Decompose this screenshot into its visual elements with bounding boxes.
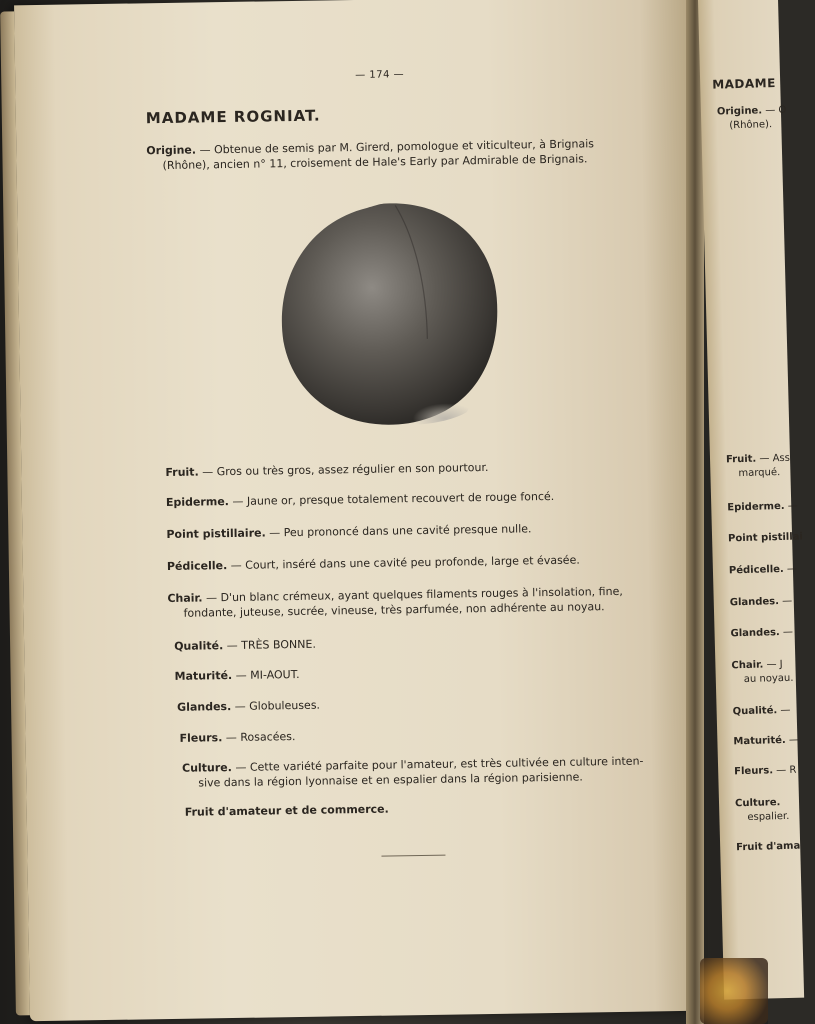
qualite-label: Qualité. bbox=[174, 639, 224, 653]
right-item-text: — bbox=[782, 626, 794, 638]
entry-epiderme bbox=[166, 489, 555, 510]
right-item-culture bbox=[735, 796, 790, 825]
entry-culture bbox=[182, 754, 644, 791]
epiderme-text: — Jaune or, presque totalement recouvert de rouge foncé. bbox=[232, 489, 555, 508]
entry-maturite bbox=[175, 667, 300, 684]
entry-chair bbox=[167, 584, 623, 621]
origine-label: Origine. bbox=[146, 143, 197, 158]
point-pistillaire-label: Point pistillaire. bbox=[166, 526, 266, 542]
corner-background-object bbox=[700, 958, 768, 1024]
right-item-text: — R bbox=[776, 764, 797, 777]
glandes-text: — Globuleuses. bbox=[234, 698, 321, 713]
right-item-label: Chair. bbox=[731, 659, 764, 672]
right-item-point-pistillaire bbox=[728, 530, 803, 546]
glandes-label: Glandes. bbox=[177, 700, 232, 714]
right-page-title: MADAME bbox=[712, 75, 777, 92]
origine-line1: — Obtenue de semis par M. Girerd, pomologue et viticulteur, à Brignais bbox=[199, 137, 595, 157]
right-page bbox=[698, 0, 804, 1000]
culture-line2: sive dans la région lyonnaise et en espalier dans la région parisienne. bbox=[198, 770, 583, 790]
end-rule bbox=[381, 855, 445, 857]
maturite-text: — MI-AOUT. bbox=[235, 667, 300, 682]
entry-point-pistillaire bbox=[166, 521, 531, 542]
epiderme-label: Epiderme. bbox=[165, 495, 230, 510]
right-item-label: Pédicelle. bbox=[728, 563, 784, 577]
chair-line2: fondante, juteuse, sucrée, vineuse, très parfumée, non adhérente au noyau. bbox=[183, 600, 605, 620]
right-item-chair bbox=[731, 658, 793, 688]
right-item-cont: au noyau. bbox=[743, 672, 794, 686]
right-item-label: Glandes. bbox=[729, 596, 780, 609]
closing-line: Fruit d'amateur et de commerce. bbox=[184, 802, 389, 819]
right-item-cont: espalier. bbox=[747, 810, 790, 823]
entry-pedicelle bbox=[167, 553, 580, 574]
right-origine-label: Origine. bbox=[716, 105, 763, 118]
page-number: — 174 — bbox=[355, 69, 405, 81]
right-item-label: Fleurs. bbox=[734, 765, 774, 778]
right-item-text: — bbox=[782, 595, 793, 608]
right-origine-text: — O bbox=[765, 104, 787, 117]
entry-qualite bbox=[174, 637, 316, 654]
fruit-text: — Gros ou très gros, assez régulier en son pourtour. bbox=[202, 460, 489, 479]
chair-label: Chair. bbox=[167, 591, 203, 606]
left-page bbox=[14, 0, 702, 1021]
right-item-text: — J bbox=[766, 659, 783, 671]
right-item-maturite bbox=[733, 734, 799, 750]
right-item-pedicelle bbox=[729, 563, 797, 579]
right-item-closing bbox=[736, 840, 800, 856]
right-item-label: Fruit. bbox=[725, 453, 757, 466]
fruit-label: Fruit. bbox=[165, 465, 199, 480]
fleurs-label: Fleurs. bbox=[179, 731, 223, 745]
right-item-glandes-1 bbox=[730, 595, 793, 611]
right-item-text: — bbox=[780, 704, 791, 717]
right-origine bbox=[717, 104, 787, 134]
pedicelle-label: Pédicelle. bbox=[166, 559, 228, 574]
chair-line1: — D'un blanc crémeux, ayant quelques filaments rouges à l'insolation, fine, bbox=[205, 584, 623, 605]
right-item-epiderme bbox=[727, 500, 798, 516]
entry-origine bbox=[146, 136, 594, 173]
fleurs-text: — Rosacées. bbox=[225, 730, 296, 745]
right-item-label: Point pistillai bbox=[727, 531, 804, 545]
page-title: MADAME ROGNIAT. bbox=[145, 106, 321, 128]
peach-photograph bbox=[275, 198, 501, 431]
entry-glandes bbox=[177, 698, 320, 715]
right-item-label: Culture. bbox=[734, 797, 781, 810]
right-item-text: — bbox=[787, 500, 798, 512]
right-item-glandes-2 bbox=[730, 626, 793, 642]
point-pistillaire-text: — Peu prononcé dans une cavité presque nulle. bbox=[269, 522, 532, 540]
right-item-text: — bbox=[786, 563, 798, 575]
origine-line2: (Rhône), ancien n° 11, croisement de Hale's Early par Admirable de Brignais. bbox=[162, 152, 588, 173]
right-item-label: Qualité. bbox=[732, 705, 778, 718]
pedicelle-text: — Court, inséré dans une cavité peu profonde, large et évasée. bbox=[230, 553, 580, 573]
qualite-text: — TRÈS BONNE. bbox=[226, 637, 316, 653]
entry-fruit bbox=[165, 460, 488, 480]
right-item-text: — Ass bbox=[759, 452, 791, 465]
culture-label: Culture. bbox=[181, 761, 232, 775]
right-item-text: — bbox=[788, 734, 800, 746]
entry-fleurs bbox=[179, 729, 295, 746]
right-item-label: Maturité. bbox=[733, 734, 786, 748]
right-item-fleurs bbox=[734, 764, 797, 780]
right-item-label: Glandes. bbox=[730, 627, 780, 640]
culture-line1: — Cette variété parfaite pour l'amateur, est très cultivée en culture inten- bbox=[235, 754, 644, 774]
maturite-label: Maturité. bbox=[174, 668, 233, 683]
right-origine-cont: (Rhône). bbox=[729, 119, 773, 132]
right-item-label: Fruit d'ama bbox=[736, 840, 801, 854]
right-item-qualite bbox=[732, 704, 790, 720]
right-item-fruit bbox=[726, 452, 791, 482]
right-item-cont: marqué. bbox=[738, 467, 781, 480]
right-item-label: Epiderme. bbox=[727, 500, 785, 514]
